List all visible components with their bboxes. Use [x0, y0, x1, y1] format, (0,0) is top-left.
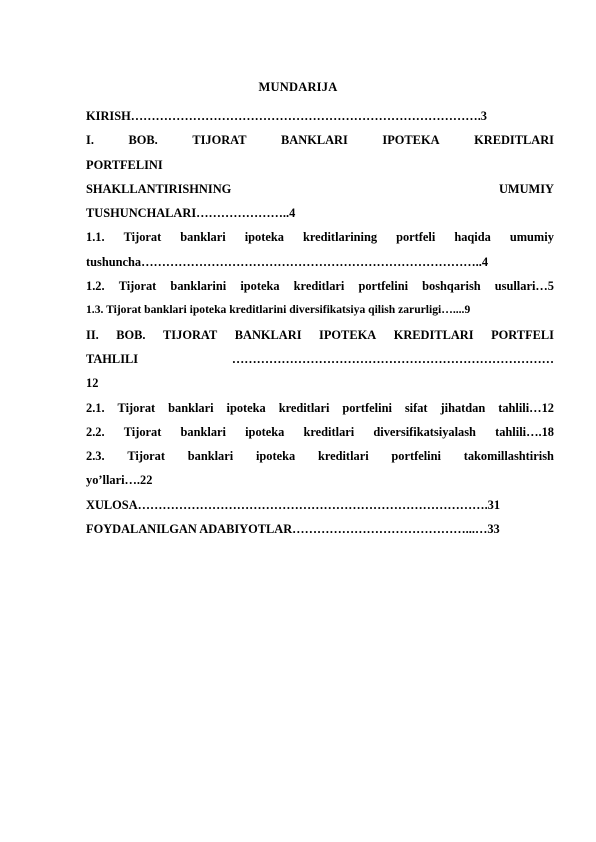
table-of-contents [86, 104, 554, 541]
toc-word: I. [86, 133, 94, 148]
toc-word: jihatdan [440, 400, 486, 415]
toc-entry-section-1-1-line-2: tushuncha………………………………………………………………………..4 [86, 254, 489, 269]
toc-word: Tijorat [127, 449, 165, 464]
toc-entry-section-1-2 [86, 274, 554, 298]
toc-word: ipoteka [245, 424, 285, 439]
toc-word: portfelini [342, 400, 392, 415]
toc-entry-section-2-2 [86, 420, 554, 444]
toc-word: kreditlari [303, 424, 355, 439]
page-title: MUNDARIJA [258, 80, 338, 94]
toc-entry-kirish: KIRISH………………………………………………………………………….3 [86, 109, 487, 123]
toc-word: portfelini [358, 279, 409, 294]
toc-word: BOB. [116, 327, 146, 342]
toc-word: kreditlari [317, 449, 369, 464]
toc-entry-chapter-1-line-2: PORTFELINI [86, 157, 163, 172]
toc-word: IPOTEKA [382, 133, 440, 148]
toc-word: BANKLARI [234, 327, 302, 342]
toc-entry-chapter-2-page: 12 [86, 376, 99, 391]
toc-word: BOB. [128, 133, 158, 148]
toc-entry-chapter-2-line-2 [86, 347, 554, 371]
toc-word: umumiy [509, 230, 554, 245]
toc-word: Tijorat [117, 400, 156, 415]
toc-entry-chapter-1-line-1 [86, 128, 554, 152]
toc-word: IPOTEKA [319, 327, 377, 342]
toc-word: kreditlari [293, 279, 345, 294]
toc-word: usullari…5 [494, 279, 554, 294]
toc-entry-xulosa: XULOSA………………………………………………………………………….31 [86, 497, 501, 512]
toc-word: KREDITLARI [474, 133, 554, 148]
toc-word: banklari [180, 230, 226, 245]
toc-word: UMUMIY [498, 181, 554, 196]
toc-word: 1.1. [86, 230, 105, 245]
toc-leader: …………………………………………………………………… [231, 351, 554, 366]
toc-entry-adabiyotlar: FOYDALANILGAN ADABIYOTLAR……………………………………...…33 [86, 522, 500, 537]
toc-word: banklarini [170, 279, 227, 294]
toc-word: kreditlarining [302, 230, 378, 245]
toc-word: portfelini [391, 449, 441, 464]
toc-word: Tijorat [123, 230, 162, 245]
toc-word: diversifikatsiyalash [373, 424, 476, 439]
toc-word: tahlili…12 [498, 400, 554, 415]
toc-word: TIJORAT [163, 327, 218, 342]
toc-word: PORTFELI [491, 327, 554, 342]
toc-word: 1.2. [86, 279, 105, 294]
toc-word: portfeli [396, 230, 436, 245]
toc-word: Tijorat [123, 424, 162, 439]
toc-word: BANKLARI [281, 133, 348, 148]
toc-word: takomillashtirish [463, 449, 554, 464]
toc-word: KREDITLARI [393, 327, 474, 342]
toc-word: SHAKLLANTIRISHNING [86, 181, 232, 196]
toc-word: ipoteka [244, 230, 284, 245]
toc-entry-chapter-1-line-3 [86, 177, 554, 201]
toc-word: 2.3. [86, 449, 105, 464]
toc-word: ipoteka [255, 449, 296, 464]
toc-word: II. [86, 327, 99, 342]
toc-entry-chapter-2-line-1 [86, 323, 554, 347]
toc-word: Tijorat [118, 279, 157, 294]
toc-word: ipoteka [226, 400, 266, 415]
toc-entry-section-2-1 [86, 396, 554, 420]
toc-entry-section-2-3-line-2: yo’llari….22 [86, 473, 153, 488]
toc-word: 2.1. [86, 400, 105, 415]
toc-word: kreditlari [278, 400, 330, 415]
toc-word: TAHLILI [86, 351, 139, 366]
toc-word: banklari [187, 449, 234, 464]
toc-entry-chapter-1-line-4: TUSHUNCHALARI…………………..4 [86, 206, 296, 221]
toc-word: ipoteka [240, 279, 280, 294]
toc-word: 2.2. [86, 424, 105, 439]
toc-word: banklari [180, 424, 226, 439]
toc-word: TIJORAT [192, 133, 247, 148]
toc-entry-section-1-3: 1.3. Tijorat banklari ipoteka kreditlarini diversifikatsiya qilish zarurligi…....9 [86, 303, 471, 317]
toc-word: banklari [168, 400, 214, 415]
toc-entry-section-1-1-line-1 [86, 225, 554, 249]
toc-word: sifat [404, 400, 428, 415]
toc-word: haqida [454, 230, 491, 245]
toc-word: boshqarish [422, 279, 481, 294]
toc-entry-section-2-3-line-1 [86, 444, 554, 468]
toc-word: tahlili….18 [495, 424, 554, 439]
